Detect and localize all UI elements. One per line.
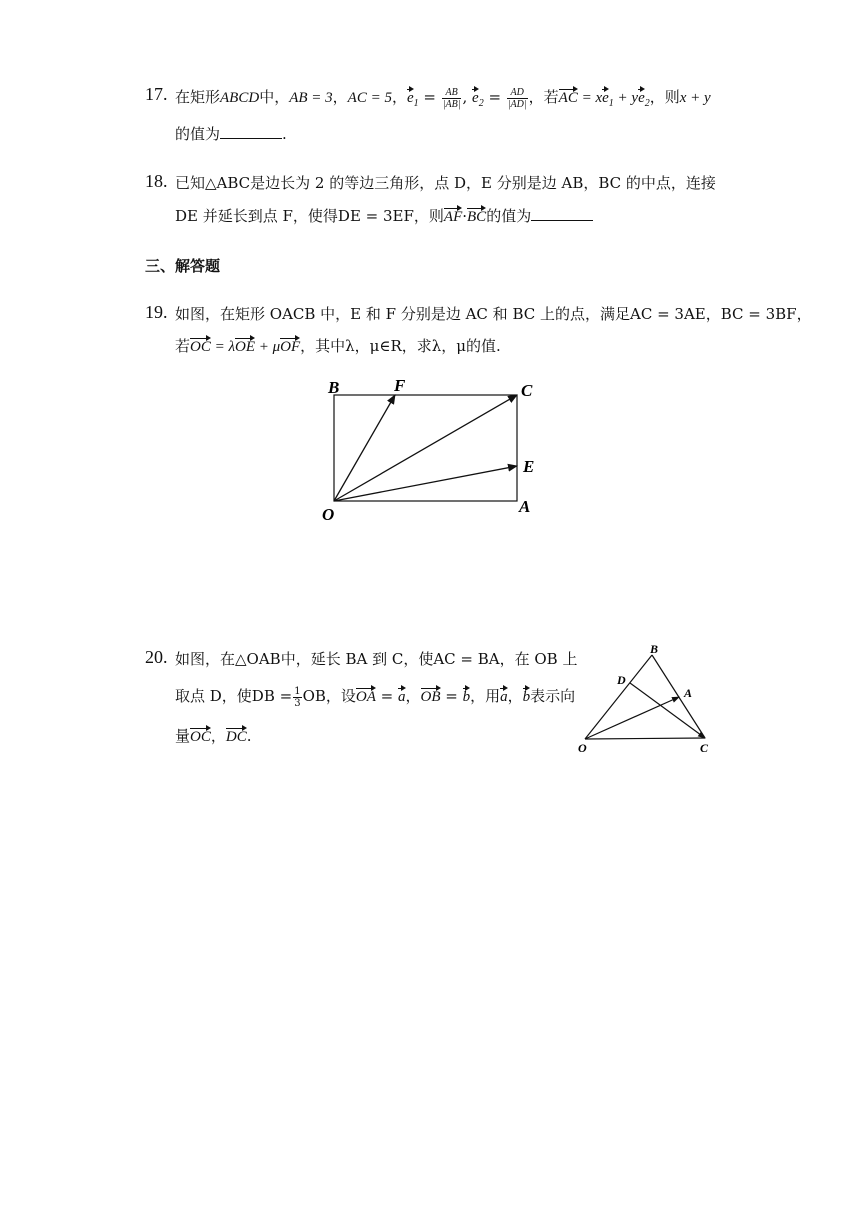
q19-line2: 若OC = λOE + μOF，其中λ，μ∈R，求λ，μ的值. — [175, 337, 501, 355]
vector-e2: e — [472, 86, 479, 107]
segment-oc — [585, 738, 705, 739]
vector-oc-20: OC — [190, 725, 211, 746]
q19-line1: 如图，在矩形 OACB 中，E 和 F 分别是边 AC 和 BC 上的点，满足AC = 3AE，BC = 3BF， — [175, 305, 812, 323]
rectangle-diagram — [318, 372, 548, 524]
vector-ob: OB — [421, 685, 441, 706]
label-f: F — [394, 376, 406, 395]
vector-dc: DC — [226, 725, 247, 746]
vector-e1: e — [407, 86, 414, 107]
q20-number: 20. — [145, 647, 168, 667]
label-c: C — [700, 741, 709, 755]
vector-b: b — [463, 685, 471, 706]
answer-blank-18[interactable] — [531, 206, 593, 221]
q20-line3: 量OC，DC. — [175, 727, 252, 745]
q17-number: 17. — [145, 84, 168, 104]
fraction-e2: $\frac{AD}{|AD|}$ — [507, 86, 527, 110]
q20-line1: 如图，在△OAB中，延长 BA 到 C，使AC = BA，在 OB 上 — [175, 650, 578, 668]
q18-line2: DE 并延长到点 F，使得DE = 3EF，则AF·BC的值为 — [175, 205, 593, 226]
section-title: 三、解答题 — [145, 257, 221, 275]
vector-ac: AC — [559, 86, 578, 107]
segment-ob — [585, 655, 652, 739]
label-b: B — [650, 642, 659, 656]
label-e: E — [523, 457, 535, 476]
segment-bc — [652, 655, 705, 738]
fraction-one-third: $\frac{1}{3}$ — [294, 685, 301, 709]
q19-number: 19. — [145, 302, 168, 322]
q20-line2: 取点 D，使DB = $\frac{1}{3}$ OB，设OA = a，OB = b，用a，b表示向 — [175, 685, 576, 709]
triangle-diagram — [574, 640, 724, 758]
vector-bc: BC — [467, 205, 486, 226]
vector-oe: OE — [235, 335, 255, 356]
label-o: O — [578, 741, 587, 755]
q18-number: 18. — [145, 171, 168, 191]
q17-line1: 在矩形ABCD中，AB = 3，AC = 5，$e_1$ = $\frac{AB}{|AB|}$ , $e_2$ = $\frac{AD}{|AD|}$ ，若AC = $xe_1 + ye_2$，则x + y — [175, 86, 711, 110]
vector-of: OF — [280, 335, 300, 356]
label-o: O — [322, 505, 335, 524]
vector-oa-arrow — [585, 697, 679, 739]
vector-af: AF — [444, 205, 462, 226]
q18-line1: 已知△ABC是边长为 2 的等边三角形，点 D，E 分别是边 AB，BC 的中点，连接 — [175, 174, 716, 192]
label-d: D — [617, 673, 626, 687]
label-a: A — [519, 497, 531, 516]
vector-dc-arrow — [630, 683, 705, 738]
vector-oa: OA — [356, 685, 376, 706]
q17-line2: 的值为 . — [175, 125, 287, 143]
label-a: A — [684, 686, 693, 700]
vector-of-arrow — [334, 395, 395, 501]
vector-oe-arrow — [334, 466, 517, 501]
answer-blank-17[interactable] — [220, 124, 282, 139]
vector-a: a — [398, 685, 406, 706]
label-b: B — [328, 378, 340, 397]
fraction-e1: $\frac{AB}{|AB|}$ — [442, 86, 461, 110]
vector-oc-arrow — [334, 395, 517, 501]
vector-oc: OC — [190, 335, 211, 356]
label-c: C — [521, 381, 533, 400]
